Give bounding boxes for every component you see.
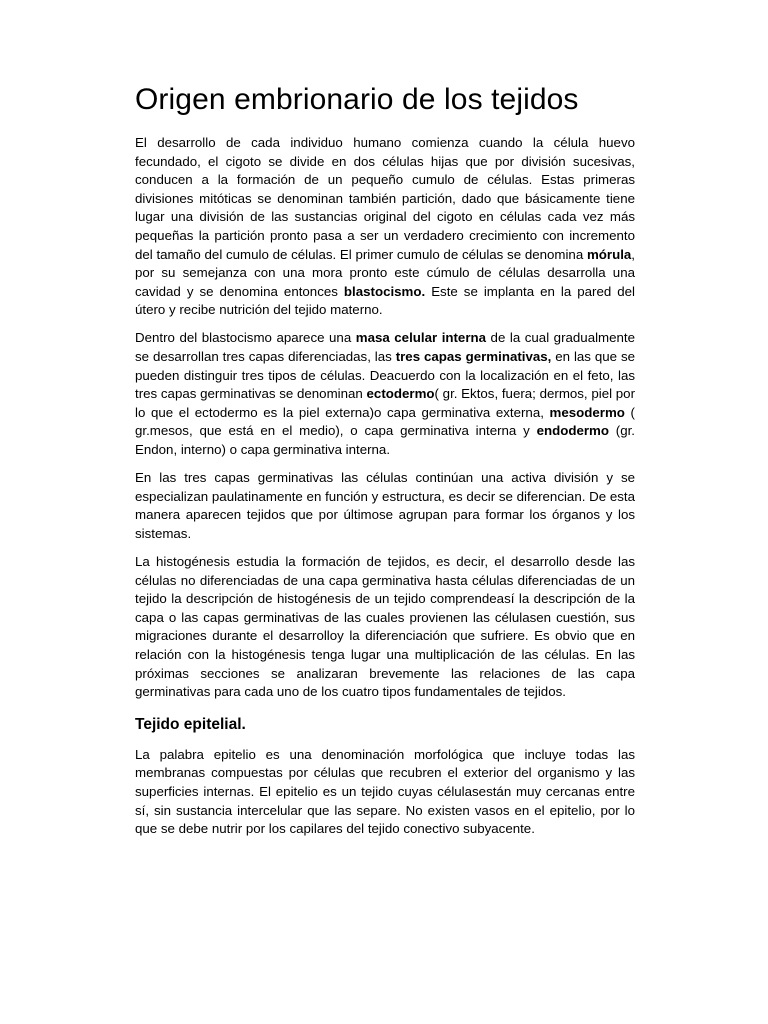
bold-term: mesodermo bbox=[549, 404, 625, 420]
text-run: ( gr.mesos, que está en el medio), o capa germinativa interna y bbox=[135, 404, 635, 439]
text-run: en las que se pueden distinguir tres tipos de células. Deacuerdo con la localización en el feto, las tres capas germinativas se denominan bbox=[135, 349, 635, 402]
text-run: El desarrollo de cada individuo humano comienza cuando la célula huevo fecundado, el cigoto se divide en dos células hijas que por división sucesivas, conducen a la formación de un pequeño cumulo de células. Estas primeras divisiones mitóticas se denominan también partición, dado que básicamente tiene lugar una división de las sustancias original del cigoto en células cada vez más pequeñas la partición pronto pasa a ser un verdadero crecimiento con incremento del tamaño del cumulo de células. El primer cumulo de células se denomina bbox=[135, 135, 635, 262]
text-run: , por su semejanza con una mora pronto este cúmulo de células desarrolla una cavidad y se denomina entonces bbox=[135, 246, 635, 299]
text-run: de la cual gradualmente se desarrollan tres capas diferenciadas, las bbox=[135, 330, 635, 365]
document-page bbox=[135, 80, 635, 848]
bold-term: tres capas germinativas, bbox=[395, 349, 552, 365]
bold-term: ectodermo bbox=[366, 386, 435, 402]
section-heading-epithelial: Tejido epitelial. bbox=[135, 715, 246, 733]
text-run: Este se implanta en la pared del útero y recibe nutrición del tejido materno. bbox=[135, 283, 635, 318]
page-title: Origen embrionario de los tejidos bbox=[135, 83, 579, 116]
bold-term: masa celular interna bbox=[355, 330, 487, 346]
bold-term: mórula bbox=[586, 246, 632, 262]
paragraph-development bbox=[135, 134, 635, 320]
paragraph-differentiation: En las tres capas germinativas las células continúan una activa división y se especializan paulatinamente en función y estructura, es decir se diferencian. De esta manera aparecen tejidos que por últimose agrupan para formar los órganos y los sistemas. bbox=[135, 470, 635, 541]
text-run: ( gr. Ektos, fuera; dermos, piel por lo que el ectodermo es la piel externa)o capa germinativa externa, bbox=[135, 386, 636, 420]
text-run: Dentro del blastocismo aparece una bbox=[135, 330, 356, 346]
paragraph-histogenesis: La histogénesis estudia la formación de tejidos, es decir, el desarrollo desde las células no diferenciadas de una capa germinativa hasta células diferenciadas de un tejido la descripción de histogénesis de un tejido comprendeasí la descripción de la capa o las capas germinativas de las cuales provienen las célulasen cuestión, sus migraciones durante el desarrolloy la diferenciación que sufriere. Es obvio que en relación con la histogénesis tenga lugar una multiplicación de las células. En las próximas secciones se analizaran brevemente las relaciones de las capa germinativas para cada uno de los cuatro tipos fundamentales de tejidos. bbox=[135, 553, 635, 700]
bold-term: blastocismo. bbox=[343, 283, 426, 299]
bold-term: endodermo bbox=[536, 423, 609, 439]
text-run: (gr. Endon, interno) o capa germinativa interna. bbox=[135, 423, 636, 457]
paragraph-epithelium: La palabra epitelio es una denominación morfológica que incluye todas las membranas compuestas por células que recubren el exterior del organismo y las superficies internas. El epitelio es un tejido cuyas célulasestán muy cercanas entre sí, sin sustancia intercelular que las separe. No existen vasos en el epitelio, por lo que se debe nutrir por los capilares del tejido conectivo subyacente. bbox=[135, 746, 635, 837]
paragraph-germ-layers bbox=[135, 329, 635, 459]
